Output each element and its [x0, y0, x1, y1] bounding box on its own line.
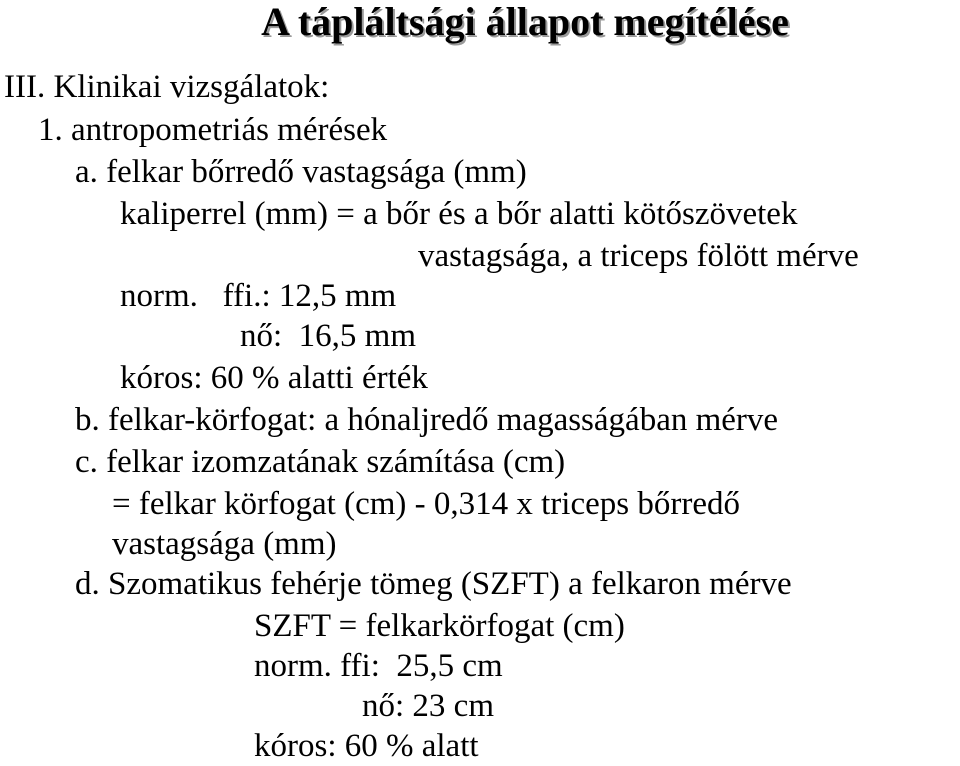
- item-a-norm-male: norm. ffi.: 12,5 mm: [120, 278, 397, 314]
- item-a-definition-cont: vastagsága, a triceps fölött mérve: [418, 238, 859, 274]
- item-b-heading: b. felkar-körfogat: a hónaljredő magasságában mérve: [75, 402, 779, 438]
- item-d-heading: d. Szomatikus fehérje tömeg (SZFT) a felkaron mérve: [75, 566, 792, 602]
- item-d-pathologic: kóros: 60 % alatt: [254, 728, 479, 764]
- slide-title: A tápláltsági állapot megítélése: [261, 0, 789, 44]
- item-d-norm-male: norm. ffi: 25,5 cm: [254, 648, 503, 684]
- item-c-formula: = felkar körfogat (cm) - 0,314 x triceps bőrredő: [112, 486, 740, 522]
- subsection-heading: 1. antropometriás mérések: [38, 112, 388, 148]
- item-d-norm-female: nő: 23 cm: [362, 688, 494, 724]
- item-c-heading: c. felkar izomzatának számítása (cm): [75, 444, 566, 480]
- item-c-formula-cont: vastagsága (mm): [112, 526, 337, 562]
- item-a-pathologic: kóros: 60 % alatti érték: [120, 360, 428, 396]
- item-a-heading: a. felkar bőrredő vastagsága (mm): [75, 154, 527, 190]
- item-d-formula: SZFT = felkarkörfogat (cm): [254, 608, 625, 644]
- item-a-norm-female: nő: 16,5 mm: [240, 318, 417, 354]
- item-a-definition: kaliperrel (mm) = a bőr és a bőr alatti kötőszövetek: [120, 196, 798, 232]
- section-heading: III. Klinikai vizsgálatok:: [4, 69, 330, 105]
